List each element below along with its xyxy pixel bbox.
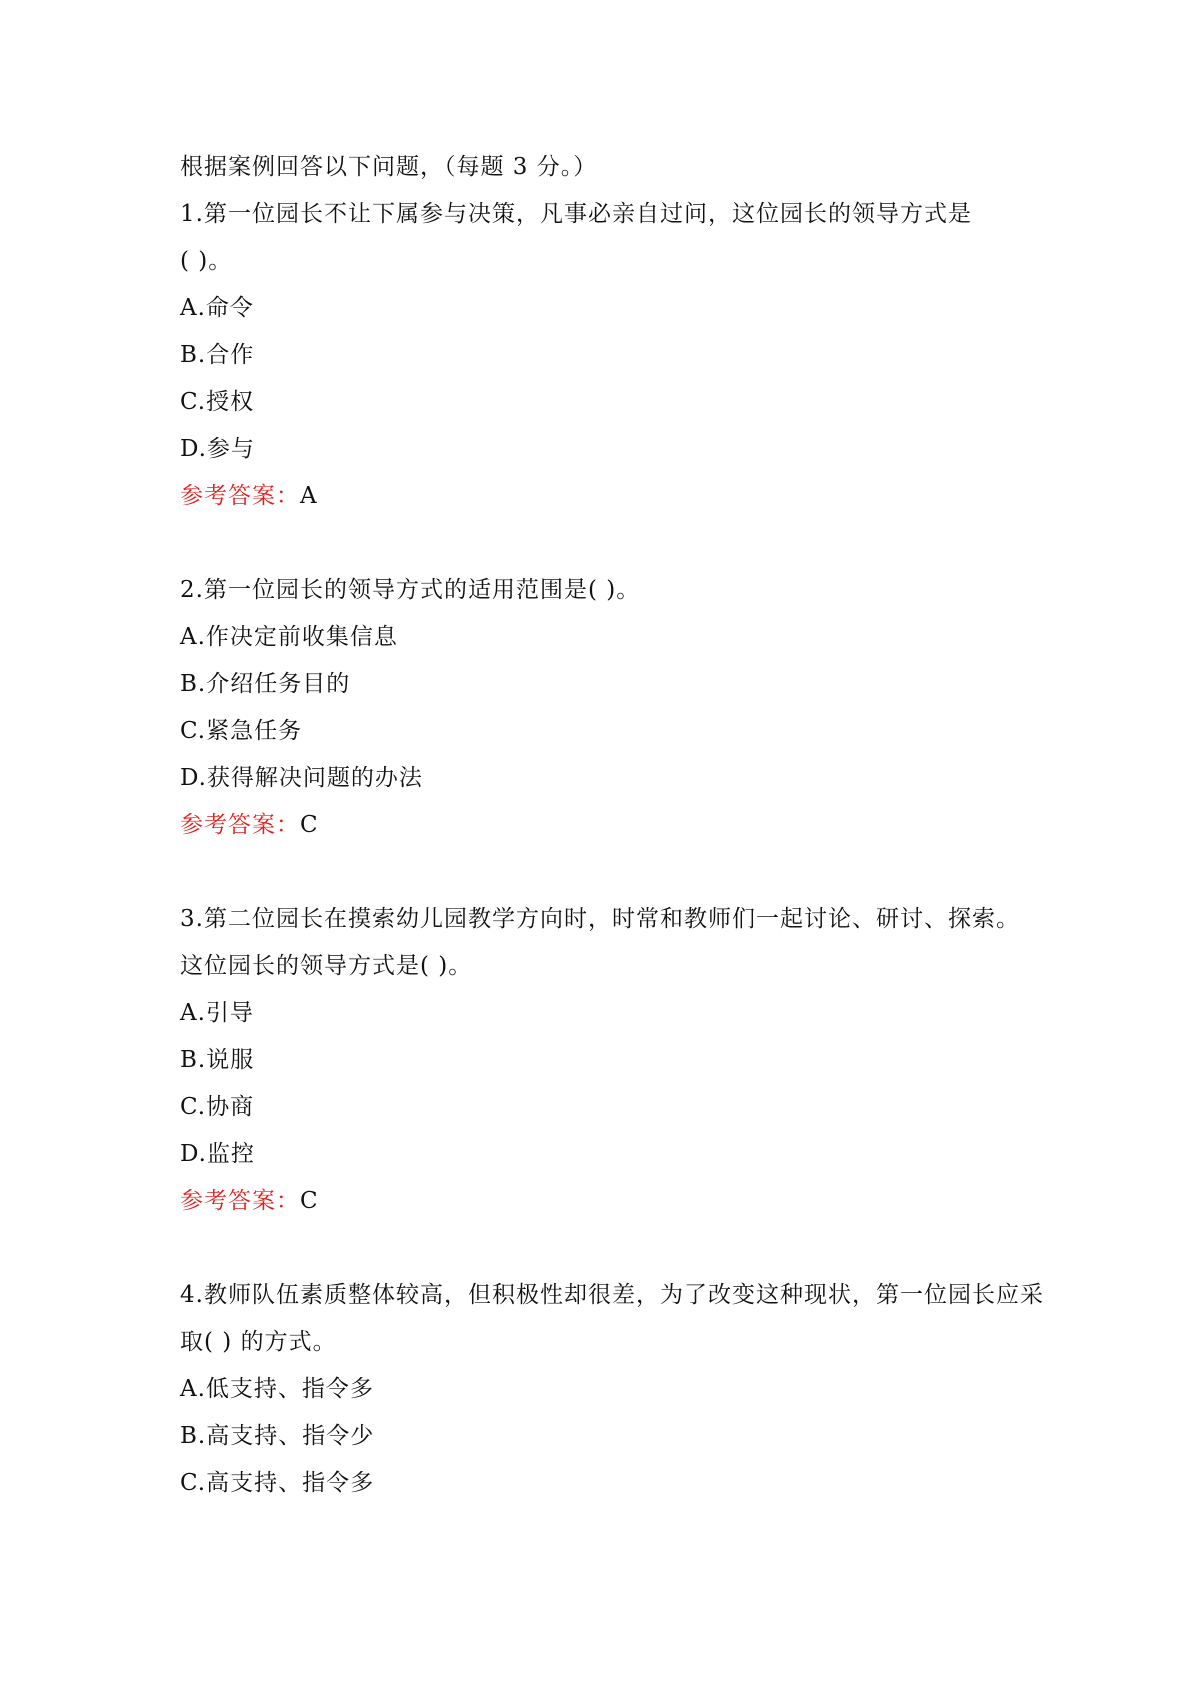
option-a: A.命令 bbox=[180, 295, 254, 321]
option-b: B.说服 bbox=[180, 1047, 255, 1073]
question-3 bbox=[180, 896, 1040, 1225]
question-stem-line: 2.第一位园长的领导方式的适用范围是( )。 bbox=[180, 577, 641, 603]
option-c: C.授权 bbox=[180, 389, 255, 415]
option-d: D.监控 bbox=[180, 1141, 255, 1167]
answer-value: C bbox=[300, 1188, 319, 1214]
question-1 bbox=[180, 191, 1040, 520]
option-a: A.引导 bbox=[180, 1000, 254, 1026]
answer-label: 参考答案： bbox=[180, 1188, 300, 1214]
option-b: B.合作 bbox=[180, 342, 255, 368]
answer-value: C bbox=[300, 812, 319, 838]
spacer bbox=[180, 849, 1040, 896]
answer-value: A bbox=[300, 483, 318, 509]
question-4 bbox=[180, 1272, 1044, 1507]
question-2 bbox=[180, 567, 1040, 849]
question-stem-line: ( )。 bbox=[180, 248, 233, 274]
reference-answer bbox=[180, 1178, 1040, 1225]
option-b: B.介绍任务目的 bbox=[180, 671, 351, 697]
spacer bbox=[180, 520, 1040, 567]
question-stem-line: 1.第一位园长不让下属参与决策，凡事必亲自过问，这位园长的领导方式是 bbox=[180, 201, 972, 227]
document-page bbox=[180, 144, 1044, 1507]
option-c: C.高支持、指令多 bbox=[180, 1470, 375, 1496]
option-d: D.获得解决问题的办法 bbox=[180, 765, 423, 791]
answer-label: 参考答案： bbox=[180, 812, 300, 838]
option-a: A.作决定前收集信息 bbox=[180, 624, 398, 650]
option-b: B.高支持、指令少 bbox=[180, 1423, 375, 1449]
option-c: C.协商 bbox=[180, 1094, 255, 1120]
question-stem-line: 这位园长的领导方式是( )。 bbox=[180, 953, 473, 979]
question-stem-line: 取( ) 的方式。 bbox=[180, 1329, 337, 1355]
option-c: C.紧急任务 bbox=[180, 718, 303, 744]
reference-answer bbox=[180, 473, 1040, 520]
intro-text: 根据案例回答以下问题，（每题 3 分。） bbox=[180, 154, 598, 180]
answer-label: 参考答案： bbox=[180, 483, 300, 509]
question-stem-line: 3.第二位园长在摸索幼儿园教学方向时，时常和教师们一起讨论、研讨、探索。 bbox=[180, 906, 1020, 932]
option-d: D.参与 bbox=[180, 436, 255, 462]
reference-answer bbox=[180, 802, 1040, 849]
question-stem-line: 4.教师队伍素质整体较高，但积极性却很差，为了改变这种现状，第一位园长应采 bbox=[180, 1282, 1044, 1308]
option-a: A.低支持、指令多 bbox=[180, 1376, 374, 1402]
spacer bbox=[180, 1225, 1040, 1272]
